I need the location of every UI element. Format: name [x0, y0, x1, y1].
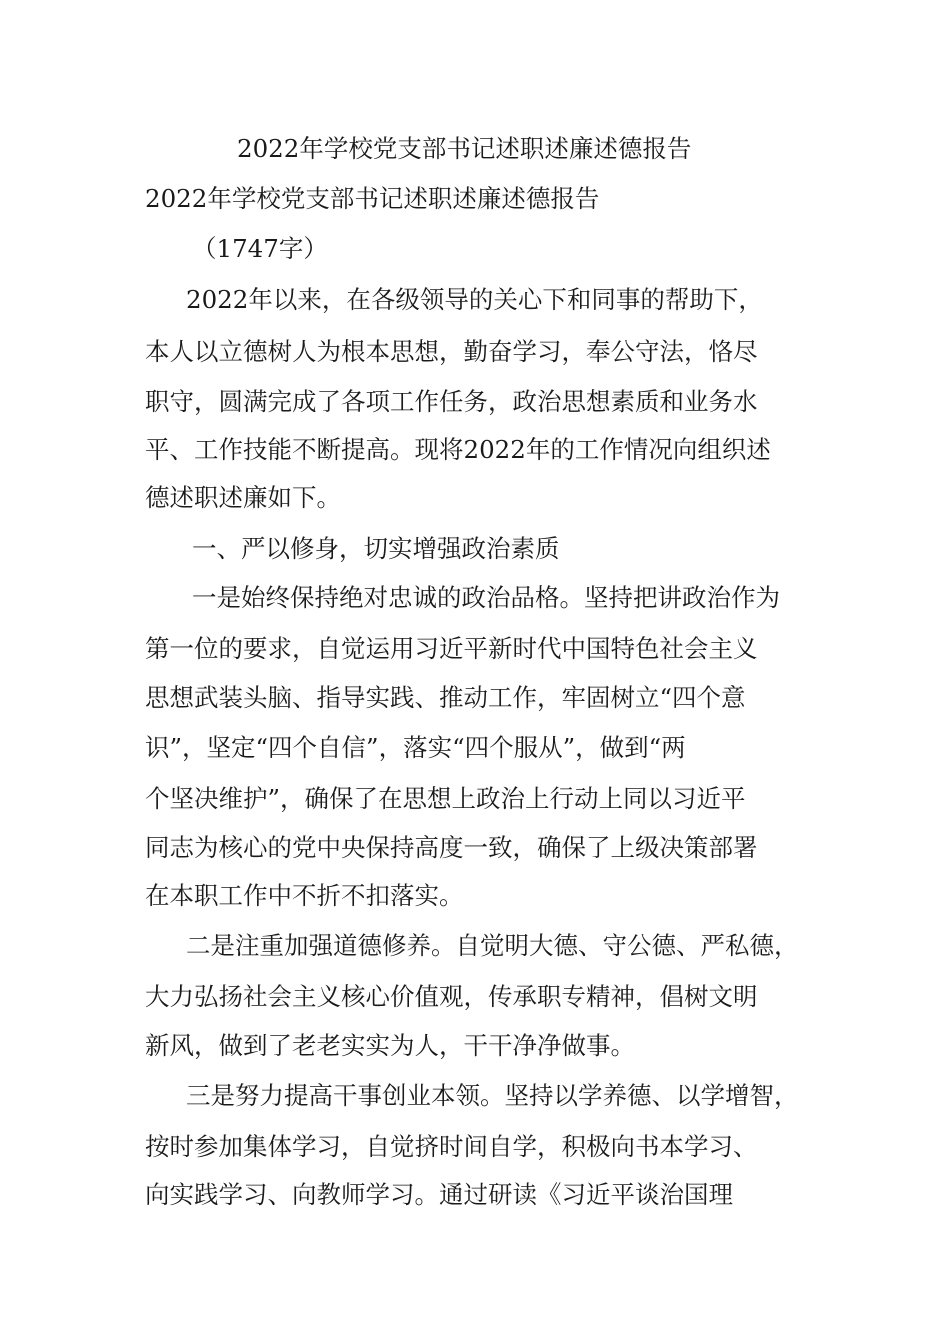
paragraph-line: 三是努力提高干事创业本领。坚持以学养德、以学增智， [186, 1081, 799, 1110]
paragraph-line: 思想武装头脑、指导实践、推动工作，牢固树立“四个意 [145, 683, 746, 712]
paragraph-line: 大力弘扬社会主义核心价值观，传承职专精神，倡树文明 [145, 982, 758, 1011]
paragraph-line: 在本职工作中不折不扣落实。 [145, 881, 464, 910]
paragraph-line: 二是注重加强道德修养。自觉明大德、守公德、严私德， [186, 931, 799, 960]
section-heading: 一、严以修身，切实增强政治素质 [192, 534, 560, 563]
word-count: （1747字） [192, 234, 328, 263]
paragraph-line: 2022年以来，在各级领导的关心下和同事的帮助下， [186, 285, 763, 314]
paragraph-line: 向实践学习、向教师学习。通过研读《习近平谈治国理 [145, 1180, 733, 1209]
document-subtitle: 2022年学校党支部书记述职述廉述德报告 [145, 184, 600, 213]
paragraph-line: 第一位的要求，自觉运用习近平新时代中国特色社会主义 [145, 634, 758, 663]
paragraph-line: 一是始终保持绝对忠诚的政治品格。坚持把讲政治作为 [192, 583, 780, 612]
paragraph-line: 个坚决维护”，确保了在思想上政治上行动上同以习近平 [145, 784, 746, 813]
paragraph-line: 同志为核心的党中央保持高度一致，确保了上级决策部署 [145, 833, 758, 862]
paragraph-line: 德述职述廉如下。 [145, 483, 341, 512]
paragraph-line: 平、工作技能不断提高。现将2022年的工作情况向组织述 [145, 435, 771, 464]
paragraph-line: 识”，坚定“四个自信”，落实“四个服从”，做到“两 [145, 733, 686, 762]
paragraph-line: 按时参加集体学习，自觉挤时间自学，积极向书本学习、 [145, 1132, 758, 1161]
paragraph-line: 本人以立德树人为根本思想，勤奋学习，奉公守法，恪尽 [145, 337, 758, 366]
paragraph-line: 职守，圆满完成了各项工作任务，政治思想素质和业务水 [145, 387, 758, 416]
paragraph-line: 新风，做到了老老实实为人，干干净净做事。 [145, 1031, 635, 1060]
document-title: 2022年学校党支部书记述职述廉述德报告 [237, 134, 692, 163]
